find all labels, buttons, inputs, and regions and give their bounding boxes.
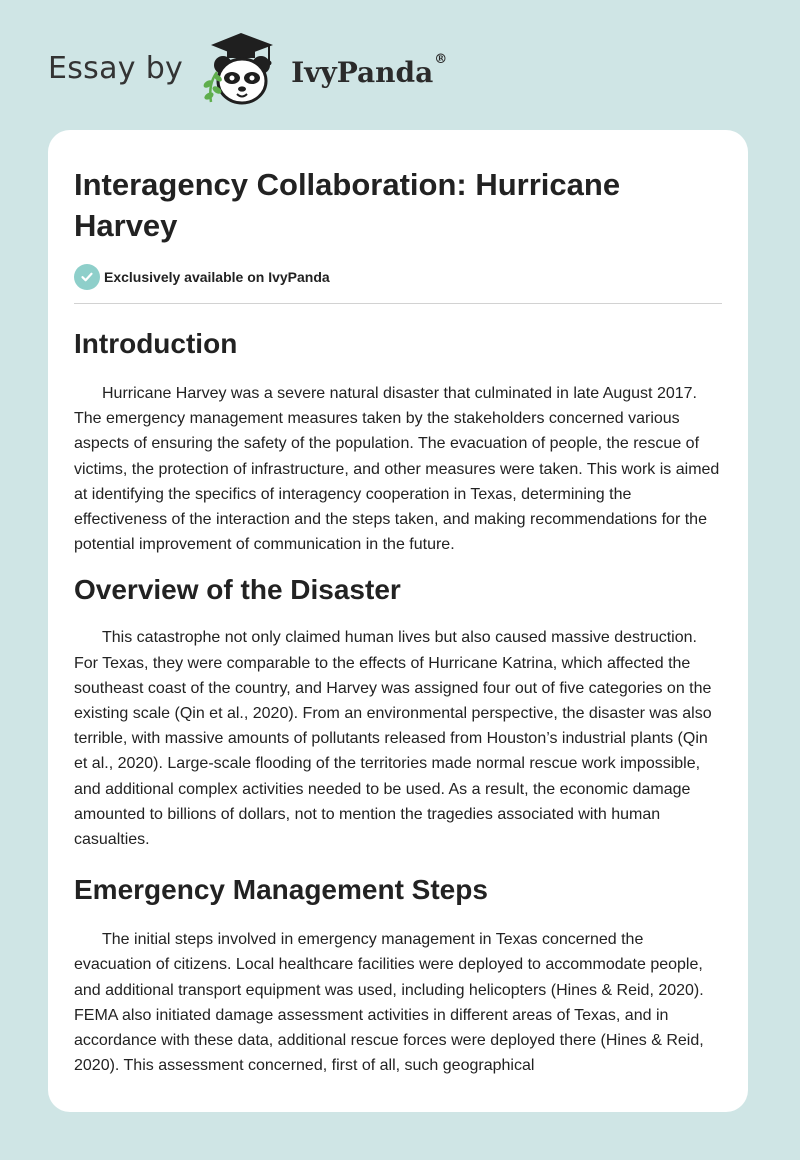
- availability-text: Exclusively available on IvyPanda: [104, 269, 330, 285]
- section-heading-emergency-steps: Emergency Management Steps: [74, 874, 488, 906]
- paragraph-emergency-steps: The initial steps involved in emergency management in Texas concerned the evacuation of citizens. Local healthcare facilities were deployed to accommodate people, and additional transport equipment was used, including helicopters (Hines & Reid, 2020). FEMA also initiated damage assessment activities in different areas of Texas, and in accordance with these data, additional rescue forces were deployed there (Hines & Reid, 2020). This assessment concerned, first of all, such geographical: [74, 931, 704, 1075]
- essay-card: [48, 130, 748, 1112]
- essay-title: Interagency Collaboration: Hurricane Harvey: [74, 167, 621, 243]
- paragraph-overview: This catastrophe not only claimed human lives but also caused massive destruction. For Texas, they were comparable to the effects of Hurricane Katrina, which affected the southeast coast of the country, and Harvey was assigned four out of five categories on the existing scale (Qin et al., 2020). From an environmental perspective, the disaster was also terrible, with massive amounts of pollutants released from Houston’s industrial plants (Qin et al., 2020). Large-scale flooding of the territories made normal rescue work impossible, and additional complex activities needed to be used. As a result, the economic damage amounted to billions of dollars, not to mention the tragedies associated with human casualties.: [74, 629, 712, 849]
- brand-header[interactable]: [48, 28, 447, 108]
- paragraph-introduction: Hurricane Harvey was a severe natural disaster that culminated in late August 2017. The emergency management measures taken by the stakeholders concerned various aspects of ensuring the safety of the population. The evacuation of people, the rescue of victims, the protection of infrastructure, and other measures were taken. This work is aimed at identifying the specifics of interagency cooperation in Texas, determining the effectiveness of the interaction and the steps taken, and making recommendations for the potential improvement of communication in the future.: [74, 385, 720, 554]
- divider: [74, 303, 722, 304]
- brand-name: [291, 51, 448, 89]
- brand-name-text: IvyPanda: [291, 55, 434, 89]
- section-heading-introduction: Introduction: [74, 328, 238, 359]
- section-heading-overview: Overview of the Disaster: [74, 574, 401, 606]
- availability-badge: [74, 264, 722, 290]
- check-icon: [74, 264, 100, 290]
- registered-mark: ®: [434, 51, 448, 67]
- brand-prefix: Essay by: [48, 50, 184, 86]
- panda-logo-icon: [197, 28, 289, 108]
